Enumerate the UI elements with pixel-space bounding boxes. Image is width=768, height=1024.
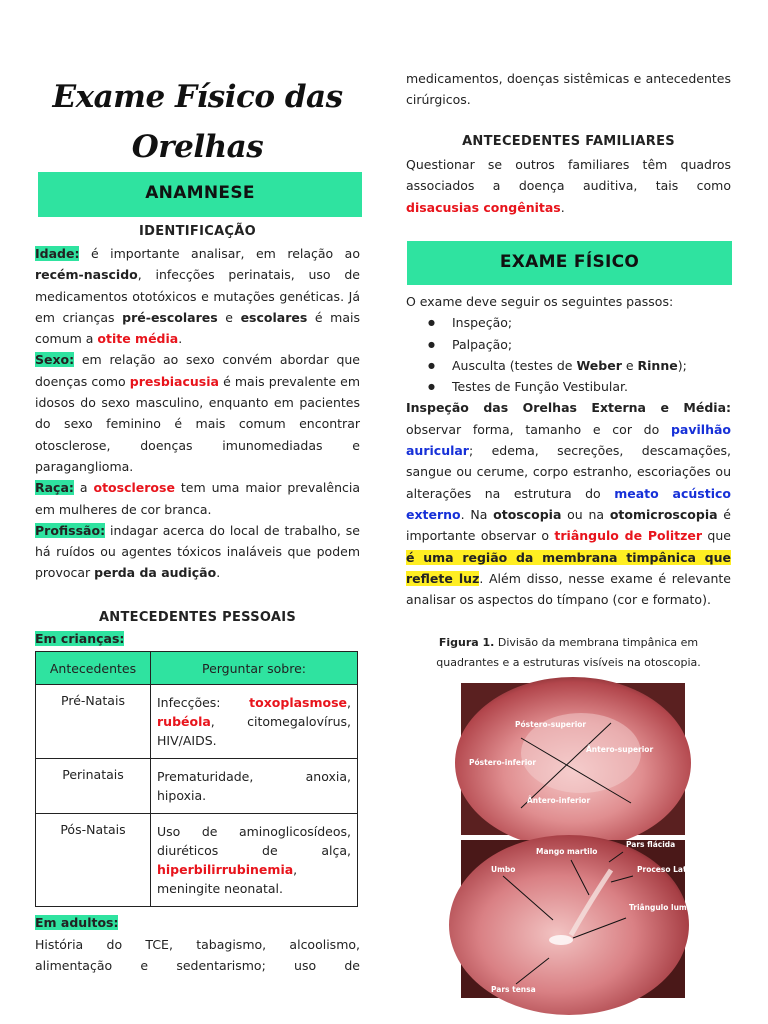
label-postero-superior: Póstero-superior [515, 720, 587, 729]
text-bold: Weber [576, 357, 622, 373]
title-line-2: Orelhas [131, 129, 264, 165]
text: , meningite neonatal. [157, 862, 298, 896]
table-header-row [36, 652, 358, 685]
text: , citomegalovírus, HIV/AIDS. [157, 714, 351, 748]
text: Infecções: [157, 695, 250, 710]
text-bold: otomicroscopia [609, 506, 718, 522]
em-criancas-label: Em crianças: [35, 631, 125, 646]
text-red: rubéola [157, 714, 211, 729]
idade-label: Idade: [35, 246, 80, 261]
antecedentes-table [35, 651, 358, 907]
familiares-section [406, 154, 731, 218]
label-antero-superior: Ântero-superior [586, 745, 654, 754]
familiares-paragraph [406, 154, 731, 218]
exame-intro: O exame deve seguir os seguintes passos: [406, 294, 674, 309]
row-value [151, 814, 358, 907]
exame-fisico-heading: EXAME FÍSICO [407, 241, 732, 285]
exame-section [406, 291, 731, 610]
label-antero-inferior: Ântero-inferior [527, 796, 591, 805]
label-umbo: Umbo [491, 865, 516, 874]
idade-paragraph [35, 243, 360, 349]
text: ); [677, 357, 687, 373]
table-header-antecedentes: Antecedentes [36, 652, 151, 685]
text: , infecções perinatais, uso de medicamentos ototóxicos e mutações genéticas. Já em crianças [35, 267, 360, 325]
text: é importante observar o [406, 506, 731, 544]
em-adultos-label: Em adultos: [35, 915, 119, 930]
list-item: ● Palpação; [406, 334, 731, 355]
text: . [560, 199, 565, 215]
inspecao-paragraph [406, 397, 731, 610]
text: e [217, 309, 241, 325]
antecedentes-familiares-heading: ANTECEDENTES FAMILIARES [462, 134, 675, 149]
em-criancas-line [35, 628, 124, 649]
anamnese-heading: ANAMNESE [38, 172, 362, 217]
text-red: triângulo de Politzer [554, 528, 703, 544]
text: é mais prevalente em idosos do sexo masculino, enquanto em pacientes do sexo feminino é mais comum encontrar otosclerose, doenças imunomediadas e paraganglioma. [35, 373, 360, 474]
text-bold: pré-escolares [122, 309, 218, 325]
em-adultos-text: História do TCE, tabagismo, alcoolismo, alimentação e sedentarismo; uso de [35, 937, 360, 974]
identificacao-heading: IDENTIFICAÇÃO [139, 224, 256, 239]
text: em relação ao sexo convém abordar que doenças como [35, 352, 360, 389]
row-label: Pós-Natais [36, 814, 151, 907]
text-highlight: é uma região da membrana timpânica que reflete luz [406, 549, 731, 586]
label-proceso-lateral: Proceso Lateral [637, 865, 703, 874]
sexo-paragraph [35, 349, 360, 477]
text: tem uma maior prevalência em mulheres de cor branca. [35, 480, 361, 517]
text-red: hiperbilirrubinemia [157, 862, 294, 877]
text: Questionar se outros familiares têm quadros associados a doença auditiva, tais como [406, 157, 731, 194]
text: observar forma, tamanho e cor do [406, 421, 671, 437]
text-red: otosclerose [93, 480, 175, 496]
text-bold: Rinne [637, 357, 678, 373]
text: ou na [561, 506, 610, 522]
text-blue: meato acústico externo [406, 485, 732, 522]
text-bold: Inspeção das Orelhas Externa e Média: [406, 400, 731, 416]
label-mango-martilo: Mango martilo [536, 847, 598, 856]
text: Ausculta (testes de [452, 357, 577, 373]
list-item [406, 355, 731, 376]
text: ; edema, secreções, descamações, sangue ou cerume, corpo estranho, escoriações ou alterações na estrutura do [406, 443, 731, 501]
table-row [36, 685, 358, 759]
table-row [36, 814, 358, 907]
profissao-label: Profissão: [35, 522, 106, 538]
text: e [621, 357, 638, 373]
raca-label: Raça: [35, 480, 74, 496]
page-title [35, 72, 360, 172]
continuation-paragraph: medicamentos, doenças sistêmicas e antecedentes cirúrgicos. [406, 71, 731, 108]
table-header-perguntar: Perguntar sobre: [151, 652, 358, 685]
row-value [151, 685, 358, 759]
identificacao-section [35, 243, 360, 584]
right-top-section [406, 68, 731, 111]
text-red: otite média [97, 331, 179, 347]
antecedentes-pessoais-heading: ANTECEDENTES PESSOAIS [98, 610, 297, 625]
text: , [347, 695, 351, 710]
text: é mais comum a [35, 309, 360, 347]
raca-paragraph [35, 477, 360, 520]
list-item: ● Testes de Função Vestibular. [406, 376, 731, 397]
text: é importante analisar, em relação ao [79, 246, 360, 261]
text-bold: escolares [240, 309, 308, 325]
text: que [702, 528, 731, 544]
text-red: toxoplasmose [249, 695, 348, 710]
list-item: ● Inspeção; [406, 312, 731, 333]
label-triangulo-luminoso: Triângulo luminoso [629, 903, 710, 912]
title-line-1: Exame Físico das [52, 79, 343, 115]
profissao-paragraph [35, 520, 360, 584]
em-adultos-section [35, 912, 360, 977]
text-red: presbiacusia [129, 373, 219, 389]
row-label: Perinatais [36, 759, 151, 814]
text: Uso de aminoglicosídeos, diuréticos de alça, [157, 824, 351, 858]
figure-caption [406, 633, 731, 673]
label-pars-flacida: Pars flácida [626, 840, 676, 849]
label-postero-inferior: Póstero-inferior [469, 758, 537, 767]
text: . [178, 331, 183, 347]
text-bold: perda da audição [94, 565, 217, 581]
text-bold: recém-nascido [35, 267, 138, 283]
row-label: Pré-Natais [36, 685, 151, 759]
text-bold: otoscopia [493, 506, 562, 522]
otoscopy-image-structures [461, 840, 710, 998]
text: indagar acerca do local de trabalho, se há ruídos ou agentes tóxicos inaláveis que podem provocar [35, 522, 360, 581]
table-row [36, 759, 358, 814]
text: a [73, 480, 94, 496]
text: . [216, 565, 221, 581]
caption-label: Figura 1. [438, 636, 495, 649]
row-value: Prematuridade, anoxia, hipoxia. [151, 759, 358, 814]
sexo-label: Sexo: [35, 352, 75, 368]
text: . Além disso, nesse exame é relevante analisar os aspectos do tímpano (cor e formato). [406, 570, 731, 608]
text-blue: pavilhão auricular [406, 421, 731, 459]
text-red: disacusias congênitas [406, 199, 561, 215]
caption-text: Divisão da membrana timpânica em quadrantes e a estruturas visíveis na otoscopia. [436, 636, 701, 669]
label-pars-tensa: Pars tensa [491, 985, 536, 994]
exame-steps-list [406, 312, 731, 397]
text: . Na [460, 506, 494, 522]
otoscopy-image-quadrants [461, 683, 685, 835]
